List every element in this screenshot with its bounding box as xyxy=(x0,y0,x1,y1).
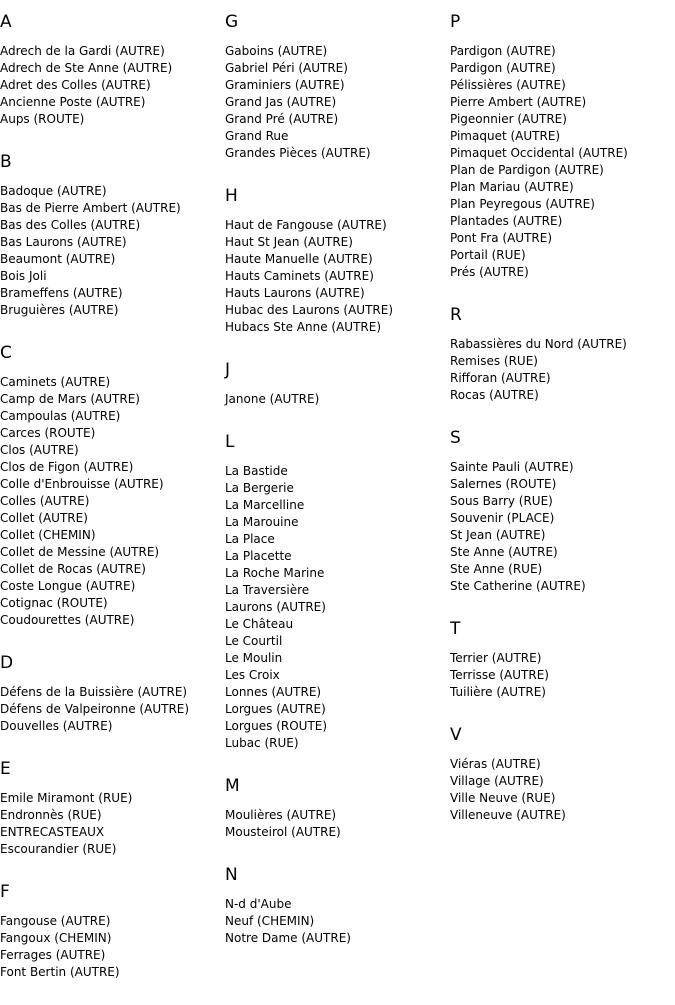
street-entry: Mousteirol (AUTRE) xyxy=(225,825,341,839)
street-entry: Rifforan (AUTRE) xyxy=(450,371,551,385)
street-entry: Ste Anne (RUE) xyxy=(450,562,543,576)
street-entry: Villeneuve (AUTRE) xyxy=(450,808,566,822)
letter-group xyxy=(450,619,674,701)
street-entry: St Jean (AUTRE) xyxy=(450,528,546,542)
street-entry: Collet de Messine (AUTRE) xyxy=(0,545,160,559)
street-entry: Pimaquet (AUTRE) xyxy=(450,129,561,143)
street-entry: Prés (AUTRE) xyxy=(450,265,529,279)
street-entry: Village (AUTRE) xyxy=(450,774,544,788)
street-entry: Pimaquet Occidental (AUTRE) xyxy=(450,146,628,160)
street-list xyxy=(450,459,674,595)
street-entry: Plan Peyregous (AUTRE) xyxy=(450,197,595,211)
street-entry: Pélissières (AUTRE) xyxy=(450,78,566,92)
street-entry: Laurons (AUTRE) xyxy=(225,600,326,614)
street-entry: La Marcelline xyxy=(225,498,305,512)
street-list xyxy=(225,807,449,841)
letter-group xyxy=(225,432,449,752)
street-entry: Salernes (ROUTE) xyxy=(450,477,557,491)
letter-heading: B xyxy=(0,152,12,172)
street-entry: Ferrages (AUTRE) xyxy=(0,948,106,962)
street-list xyxy=(450,43,674,281)
street-entry: Beaumont (AUTRE) xyxy=(0,252,116,266)
street-entry: Endronnès (RUE) xyxy=(0,808,102,822)
street-entry: Portail (RUE) xyxy=(450,248,526,262)
street-entry: Bas des Colles (AUTRE) xyxy=(0,218,141,232)
letter-heading: G xyxy=(225,12,239,32)
street-entry: Pierre Ambert (AUTRE) xyxy=(450,95,587,109)
street-entry: ENTRECASTEAUX xyxy=(0,825,105,839)
letter-group xyxy=(0,12,224,128)
street-entry: La Placette xyxy=(225,549,292,563)
street-entry: Haut de Fangouse (AUTRE) xyxy=(225,218,387,232)
street-entry: La Traversière xyxy=(225,583,310,597)
street-entry: Hubacs Ste Anne (AUTRE) xyxy=(225,320,382,334)
street-entry: Collet de Rocas (AUTRE) xyxy=(0,562,146,576)
street-entry: Carces (ROUTE) xyxy=(0,426,96,440)
street-entry: Bruguières (AUTRE) xyxy=(0,303,119,317)
street-entry: Bas de Pierre Ambert (AUTRE) xyxy=(0,201,181,215)
letter-group xyxy=(225,186,449,336)
letter-heading: F xyxy=(0,882,10,902)
street-entry: Notre Dame (AUTRE) xyxy=(225,931,351,945)
street-entry: Ancienne Poste (AUTRE) xyxy=(0,95,146,109)
street-entry: Collet (AUTRE) xyxy=(0,511,88,525)
street-entry: Plantades (AUTRE) xyxy=(450,214,563,228)
street-entry: La Bergerie xyxy=(225,481,294,495)
street-list xyxy=(0,913,224,981)
street-entry: Souvenir (PLACE) xyxy=(450,511,555,525)
street-entry: Pardigon (AUTRE) xyxy=(450,44,556,58)
street-entry: Graminiers (AUTRE) xyxy=(225,78,345,92)
street-entry: Grand Jas (AUTRE) xyxy=(225,95,337,109)
street-entry: Ste Catherine (AUTRE) xyxy=(450,579,586,593)
street-entry: Haute Manuelle (AUTRE) xyxy=(225,252,373,266)
street-entry: Hubac des Laurons (AUTRE) xyxy=(225,303,394,317)
street-entry: Pardigon (AUTRE) xyxy=(450,61,556,75)
letter-group xyxy=(225,360,449,408)
index-column-3 xyxy=(450,12,674,848)
letter-group xyxy=(225,12,449,162)
street-entry: La Place xyxy=(225,532,275,546)
street-entry: Grandes Pièces (AUTRE) xyxy=(225,146,371,160)
letter-group xyxy=(0,653,224,735)
street-entry: Camp de Mars (AUTRE) xyxy=(0,392,140,406)
street-list xyxy=(225,391,449,408)
letter-group xyxy=(0,759,224,858)
street-entry: N-d d'Aube xyxy=(225,897,292,911)
street-entry: Sous Barry (RUE) xyxy=(450,494,553,508)
street-list xyxy=(450,650,674,701)
street-entry: Adrech de Ste Anne (AUTRE) xyxy=(0,61,173,75)
letter-heading: H xyxy=(225,186,238,206)
street-entry: La Bastide xyxy=(225,464,288,478)
street-list xyxy=(0,374,224,629)
street-entry: Pont Fra (AUTRE) xyxy=(450,231,553,245)
letter-group xyxy=(450,12,674,281)
street-entry: Caminets (AUTRE) xyxy=(0,375,111,389)
street-entry: Colle d'Enbrouisse (AUTRE) xyxy=(0,477,164,491)
street-entry: Bois Joli xyxy=(0,269,47,283)
street-entry: Clos de Figon (AUTRE) xyxy=(0,460,134,474)
street-entry: Tuilière (AUTRE) xyxy=(450,685,546,699)
street-entry: Neuf (CHEMIN) xyxy=(225,914,315,928)
letter-heading: L xyxy=(225,432,235,452)
street-list xyxy=(225,463,449,752)
letter-heading: C xyxy=(0,343,12,363)
letter-group xyxy=(450,428,674,595)
index-column-1 xyxy=(0,12,224,1005)
street-entry: Lorgues (AUTRE) xyxy=(225,702,326,716)
street-entry: Coste Longue (AUTRE) xyxy=(0,579,136,593)
street-entry: Les Croix xyxy=(225,668,280,682)
letter-heading: D xyxy=(0,653,14,673)
street-entry: Plan Mariau (AUTRE) xyxy=(450,180,574,194)
street-entry: Font Bertin (AUTRE) xyxy=(0,965,120,979)
street-list xyxy=(450,756,674,824)
street-list xyxy=(225,217,449,336)
street-entry: Grand Pré (AUTRE) xyxy=(225,112,339,126)
street-entry: Adrech de la Gardi (AUTRE) xyxy=(0,44,165,58)
street-entry: Terrier (AUTRE) xyxy=(450,651,542,665)
street-list xyxy=(225,896,449,947)
street-entry: Rabassières du Nord (AUTRE) xyxy=(450,337,627,351)
street-entry: Douvelles (AUTRE) xyxy=(0,719,113,733)
street-entry: Campoulas (AUTRE) xyxy=(0,409,121,423)
street-entry: Emile Miramont (RUE) xyxy=(0,791,133,805)
street-list xyxy=(450,336,674,404)
street-entry: Défens de la Buissière (AUTRE) xyxy=(0,685,188,699)
street-entry: Coudourettes (AUTRE) xyxy=(0,613,135,627)
letter-heading: M xyxy=(225,776,240,796)
letter-heading: V xyxy=(450,725,462,745)
street-list xyxy=(0,43,224,128)
street-entry: Bas Laurons (AUTRE) xyxy=(0,235,127,249)
street-entry: Gabriel Péri (AUTRE) xyxy=(225,61,348,75)
street-entry: Lubac (RUE) xyxy=(225,736,299,750)
letter-heading: R xyxy=(450,305,462,325)
street-entry: Moulières (AUTRE) xyxy=(225,808,337,822)
letter-heading: N xyxy=(225,865,238,885)
street-entry: La Marouine xyxy=(225,515,299,529)
street-entry: Colles (AUTRE) xyxy=(0,494,90,508)
street-entry: La Roche Marine xyxy=(225,566,325,580)
street-entry: Le Château xyxy=(225,617,294,631)
street-entry: Rocas (AUTRE) xyxy=(450,388,539,402)
street-list xyxy=(0,790,224,858)
street-entry: Le Moulin xyxy=(225,651,283,665)
street-entry: Le Courtil xyxy=(225,634,283,648)
street-entry: Cotignac (ROUTE) xyxy=(0,596,108,610)
street-entry: Plan de Pardigon (AUTRE) xyxy=(450,163,604,177)
street-entry: Adret des Colles (AUTRE) xyxy=(0,78,151,92)
letter-group xyxy=(0,152,224,319)
street-entry: Terrisse (AUTRE) xyxy=(450,668,549,682)
index-column-2 xyxy=(225,12,449,971)
street-entry: Pigeonnier (AUTRE) xyxy=(450,112,567,126)
street-list xyxy=(225,43,449,162)
street-entry: Janone (AUTRE) xyxy=(225,392,320,406)
street-entry: Ville Neuve (RUE) xyxy=(450,791,556,805)
letter-heading: J xyxy=(225,360,231,380)
letter-group xyxy=(0,343,224,629)
street-entry: Brameffens (AUTRE) xyxy=(0,286,123,300)
street-entry: Aups (ROUTE) xyxy=(0,112,85,126)
letter-heading: T xyxy=(450,619,461,639)
street-entry: Gaboins (AUTRE) xyxy=(225,44,328,58)
street-entry: Haut St Jean (AUTRE) xyxy=(225,235,353,249)
street-entry: Remises (RUE) xyxy=(450,354,538,368)
letter-group xyxy=(0,882,224,981)
street-list xyxy=(0,684,224,735)
street-entry: Clos (AUTRE) xyxy=(0,443,79,457)
street-entry: Fangoux (CHEMIN) xyxy=(0,931,112,945)
letter-group xyxy=(225,865,449,947)
street-entry: Grand Rue xyxy=(225,129,289,143)
letter-heading: E xyxy=(0,759,11,779)
street-entry: Collet (CHEMIN) xyxy=(0,528,96,542)
street-entry: Ste Anne (AUTRE) xyxy=(450,545,558,559)
street-entry: Défens de Valpeironne (AUTRE) xyxy=(0,702,190,716)
street-entry: Hauts Caminets (AUTRE) xyxy=(225,269,374,283)
street-list xyxy=(0,183,224,319)
letter-group xyxy=(450,305,674,404)
letter-heading: P xyxy=(450,12,461,32)
street-entry: Lonnes (AUTRE) xyxy=(225,685,322,699)
letter-group xyxy=(225,776,449,841)
street-entry: Sainte Pauli (AUTRE) xyxy=(450,460,574,474)
street-entry: Fangouse (AUTRE) xyxy=(0,914,111,928)
street-entry: Escourandier (RUE) xyxy=(0,842,117,856)
letter-heading: A xyxy=(0,12,12,32)
street-entry: Badoque (AUTRE) xyxy=(0,184,107,198)
street-entry: Viéras (AUTRE) xyxy=(450,757,541,771)
letter-group xyxy=(450,725,674,824)
street-entry: Lorgues (ROUTE) xyxy=(225,719,328,733)
letter-heading: S xyxy=(450,428,461,448)
street-entry: Hauts Laurons (AUTRE) xyxy=(225,286,365,300)
